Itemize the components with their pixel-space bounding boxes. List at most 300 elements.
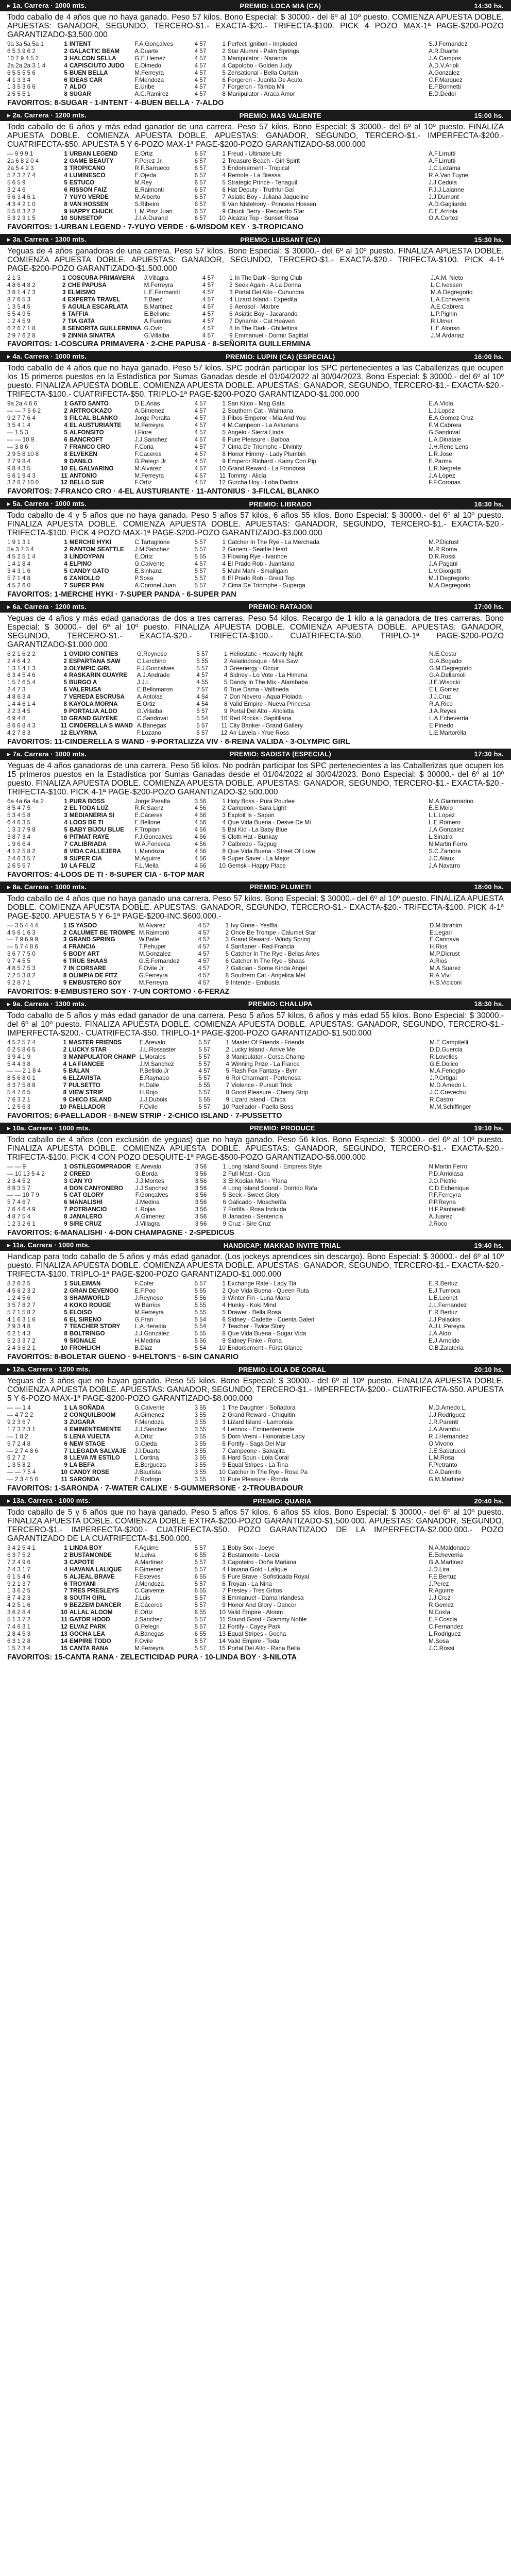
horse-name: ZINNIA SINATRA — [67, 332, 115, 339]
table-row — [0, 325, 511, 332]
trainer-name: J.A.Lopez — [429, 472, 455, 479]
post-position: 12 — [219, 1623, 226, 1630]
recent-form: 2 4 3 6 2 1 — [7, 1345, 36, 1352]
entries-table — [0, 1545, 511, 1652]
pedigree: Southern Cat - Waimana — [227, 408, 294, 415]
age-weight: 6 57 — [194, 200, 207, 208]
age-weight: 3 56 — [195, 1192, 207, 1199]
saddle-number: 5 — [64, 1309, 67, 1316]
race-prize: PREMIO: LOCA MIA (CA) — [240, 2, 321, 10]
jockey-name: M.Alberto — [134, 193, 161, 200]
age-weight: 5 54 — [196, 715, 208, 722]
horse-name: EXPERTA TRAVEL — [67, 296, 121, 303]
trainer-name: R.Aguirre — [429, 1587, 454, 1595]
jockey-name: M.Ferreyra — [134, 1645, 164, 1652]
table-row — [0, 1631, 511, 1638]
horse-name: GALACTIC BEAM — [69, 47, 120, 55]
horse-name: EMPIRE TODO — [69, 1637, 111, 1645]
recent-form: 1 3 1 4 1 3 — [7, 665, 36, 672]
pedigree: Portal Del Alto - Rana Bella — [227, 1645, 300, 1652]
table-row — [0, 408, 511, 415]
age-weight: 6 57 — [194, 150, 207, 158]
age-weight: 5 57 — [194, 567, 207, 574]
table-row — [0, 1287, 511, 1295]
jockey-name: J.Luis — [134, 1595, 150, 1602]
favorites-line: FAVORITOS: 1-MERCHE HYKI · 7-SUPER PANDA · 6-SUPER PAN — [7, 590, 236, 599]
post-position: 1 — [222, 539, 226, 546]
saddle-number: 1 — [63, 922, 67, 929]
pedigree: Sanflaner - Red Francia — [231, 943, 295, 951]
post-position: 9 — [223, 1221, 226, 1228]
saddle-number: 3 — [63, 1053, 67, 1060]
trainer-name: N.Martin Ferro — [429, 841, 467, 848]
pedigree: Catcher In The Rye - Shaas — [231, 958, 305, 965]
recent-form: 5 6 5 9 — [7, 179, 26, 186]
age-weight: 5 57 — [198, 1039, 211, 1046]
trainer-name: E.R.Bertuz — [429, 1309, 458, 1316]
table-row — [0, 48, 511, 55]
table-row — [0, 472, 511, 480]
race-header — [0, 998, 511, 1010]
age-weight: 6 57 — [194, 215, 207, 222]
race-block — [0, 498, 511, 601]
post-position: 10 — [223, 1103, 229, 1110]
post-position: 6 — [222, 76, 226, 83]
pedigree: Strategic Prince - Tenaguil — [227, 179, 298, 186]
pedigree: Que Vida Buena - Sugar Vida — [227, 1330, 306, 1337]
saddle-number: 11 — [60, 722, 67, 729]
saddle-number: 7 — [64, 1206, 67, 1213]
horse-name: TEACHER STORY — [69, 1323, 121, 1330]
saddle-number: 7 — [63, 1082, 67, 1089]
trainer-name: A.J.L.Pereyra — [429, 1323, 465, 1330]
race-header — [0, 351, 511, 362]
recent-form: — 5 7 4 8 6 — [7, 943, 38, 951]
table-row — [0, 1323, 511, 1330]
recent-form: — 1 5 3 — [7, 429, 28, 436]
saddle-number: 6 — [62, 310, 66, 317]
jockey-name: M.Rey — [134, 179, 152, 186]
horse-name: GOCHA LEA — [69, 1630, 105, 1637]
jockey-name: R.R.Saenz — [134, 805, 164, 812]
age-weight: 6 55 — [194, 1630, 207, 1637]
saddle-number: 6 — [64, 834, 67, 841]
jockey-name: G.Ojeda — [134, 1440, 157, 1447]
race-prize: PREMIO: MAS VALIENTE — [239, 111, 321, 120]
horse-name: CHE PAPUSA — [67, 282, 107, 289]
age-weight: 3 56 — [195, 1177, 207, 1184]
race-conditions: Todo caballo de 5 años y más edad ganador de una carrera. Peso 5 años 57 kilos, 6 años y más edad 55 kilos. Bono Especial: $ 30000.- del 6º al 10º puesto. FINALIZA APUESTA DOBLE. COMIENZA APUESTA DOBLE. APUESTAS: GANADOR, SEGUNDO, TERCERO-$1.- IMPERFECTA-$200.- CUATRIFECTA-$50. TRIPLO-1ª PAGE-$200-POZO GARANTIZADO-$1.500.000 — [7, 1011, 504, 1038]
race-prize: PREMIO: PRODUCE — [249, 1124, 315, 1132]
table-row — [0, 275, 511, 282]
age-weight: 3 55 — [194, 1418, 207, 1426]
horse-name: OLYMPIC GIRL — [69, 665, 112, 672]
race-conditions: Yeguas de 4 años y más edad ganadoras de dos a tres carreras. Peso 54 kilos. Recargo de 1 kilo a la ganadora de tres carreras. Bono Especial: $ 30000.- del 6º al 10º puesto. FINALIZA APUESTA DOBLE. COMIENZA APUESTA DOBLE. APUESTAS: GANADOR, SEGUNDO, TERCERO-$1.- EXACTA-$20.- TRIFECTA-$100.- CUATRIFECTA-$50. TRIPLO-1ª PAGE-$200-POZO GARANTIZADO-$1.000.000 — [7, 614, 504, 649]
horse-name: VEREDA ESCRUSA — [69, 693, 125, 701]
favorites-line: FAVORITOS: 1-SARONDA · 7-WATER CALIXE · 5-GUMMERSONE · 2-TROUBADOUR — [7, 1484, 303, 1493]
age-weight: 4 57 — [202, 289, 214, 296]
table-row — [0, 979, 511, 987]
horse-name: CANDY GATO — [69, 567, 109, 574]
post-position: 5 — [229, 303, 233, 310]
pedigree: Ganem - Seattle Heart — [227, 546, 287, 553]
race-number: ▸ 12a. Carrera · 1200 mts. — [7, 1365, 91, 1374]
race-time: 18:00 hs. — [474, 883, 504, 891]
jockey-name: E.Ortiz — [134, 1609, 153, 1616]
saddle-number: 9 — [64, 855, 67, 862]
post-position: 4 — [222, 819, 226, 826]
trainer-name: E.E.Melo — [429, 805, 453, 812]
recent-form: 5a 3 7 3 4 — [7, 546, 34, 553]
jockey-name: J.J.Montes — [135, 1177, 164, 1184]
table-row — [0, 1581, 511, 1588]
pedigree: Once Be Trompe - Calumet Star — [231, 929, 316, 936]
horse-name: RASKARIN GUAYRE — [69, 672, 127, 679]
recent-form: 2 4 3 1 7 — [7, 1566, 31, 1573]
post-position: 13 — [219, 1630, 226, 1637]
table-row — [0, 1089, 511, 1096]
jockey-name: L.Cortina — [134, 1454, 159, 1462]
jockey-name: J.M.Sanchez — [139, 1060, 174, 1067]
age-weight: 3 55 — [194, 1454, 207, 1462]
horse-name: HAPPY CHUCK — [69, 208, 113, 215]
trainer-name: L.Rodriguez — [429, 1630, 461, 1637]
table-row — [0, 848, 511, 855]
horse-name: URBAN LEGEND — [69, 150, 118, 158]
recent-form: — — 2 1 8 4 — [7, 1067, 41, 1075]
saddle-number: 2 — [63, 1046, 67, 1053]
trainer-name: R.Ulmer — [431, 317, 453, 325]
saddle-number: 2 — [64, 805, 67, 812]
pedigree: Seek - Sweet Glory — [228, 1192, 280, 1199]
race-number: ▸ 3a. Carrera · 1300 mts. — [7, 235, 87, 244]
post-position: 2 — [225, 929, 229, 936]
saddle-number: 6 — [64, 186, 67, 193]
horse-name: GRAN DEVENGO — [69, 1287, 119, 1294]
horse-name: FILCAL BLANKO — [69, 415, 118, 422]
jockey-name: H.Medina — [134, 1337, 161, 1345]
age-weight: 4 57 — [202, 310, 214, 317]
jockey-name: J.Sanchez — [134, 1616, 163, 1623]
trainer-name: P.F.Ferreyra — [429, 1192, 461, 1199]
saddle-number: 3 — [64, 1294, 67, 1301]
horse-name: CALIBRIADA — [69, 841, 107, 848]
post-position: 4 — [222, 1566, 226, 1573]
horse-name: KOKO ROUGE — [69, 1301, 111, 1309]
age-weight: 6 57 — [194, 208, 207, 215]
trainer-name: J.A.M. Nieto — [431, 275, 464, 282]
horse-name: DANILO — [69, 457, 93, 465]
jockey-name: A.J.Andrade — [137, 672, 170, 679]
table-row — [0, 1104, 511, 1111]
pedigree: Perfect Ignition - Imploded — [227, 41, 298, 47]
saddle-number: 6 — [63, 686, 67, 693]
post-position: 8 — [222, 450, 226, 457]
saddle-number: 6 — [64, 1199, 67, 1206]
entries-table — [0, 1404, 511, 1483]
jockey-name: E.Arevalo — [135, 1163, 162, 1170]
age-weight: 4 57 — [202, 325, 214, 332]
saddle-number: 1 — [62, 275, 66, 282]
pedigree: Asiatic Boy - Jacarando — [234, 310, 298, 317]
age-weight: 4 57 — [198, 929, 210, 936]
trainer-name: J.L.Fernandez — [429, 1301, 467, 1309]
age-weight: 4 57 — [194, 479, 207, 486]
horse-name: EL SIRENO — [69, 1316, 102, 1323]
pedigree: Angelo - Sierra Linda — [227, 429, 284, 436]
recent-form: — 10 13 5 4 2 — [7, 1170, 45, 1177]
trainer-name: A.F.Lirrutti — [429, 150, 456, 158]
trainer-name: R.A.Vivi — [429, 972, 451, 979]
trainer-name: G.E.Dolico — [430, 1060, 458, 1067]
jockey-name: E.Ortiz — [134, 150, 153, 158]
recent-form: — — 9 — [7, 1163, 26, 1170]
saddle-number: 15 — [60, 1645, 67, 1652]
recent-form: 4 5 2 6 0 — [7, 582, 31, 589]
recent-form: 4 2 7 8 3 — [7, 729, 31, 736]
pedigree: Lennox - Eminentemente — [227, 1426, 295, 1433]
saddle-number: 9 — [64, 1462, 67, 1469]
recent-form: 9 2 1 3 7 — [7, 1580, 31, 1587]
jockey-name: J.J.Sanchez — [134, 436, 167, 443]
trainer-name: L.J.Lopez — [429, 408, 455, 415]
trainer-name: J.J.Cruz — [429, 1595, 451, 1602]
table-row — [0, 422, 511, 429]
age-weight: 3 56 — [195, 1221, 207, 1228]
age-weight: 4 56 — [194, 848, 207, 855]
saddle-number: 10 — [60, 215, 67, 222]
jockey-name: L.E.Fermandi — [144, 289, 180, 296]
age-weight: 4 57 — [194, 91, 207, 98]
horse-name: EL AUSTURIANTE — [69, 422, 122, 429]
saddle-number: 11 — [61, 1616, 67, 1623]
jockey-name: G.Calvente — [134, 561, 165, 568]
table-row — [0, 812, 511, 819]
age-weight: 5 57 — [196, 650, 208, 657]
saddle-number: 3 — [64, 1418, 67, 1426]
race-header — [0, 498, 511, 510]
post-position: 1 — [222, 400, 226, 408]
age-weight: 5 57 — [194, 1545, 207, 1552]
table-row — [0, 1096, 511, 1104]
race-time: 19:40 hs. — [474, 1241, 504, 1249]
table-row — [0, 568, 511, 575]
age-weight: 4 57 — [198, 979, 210, 986]
race-header — [0, 882, 511, 893]
post-position: 2 — [222, 1551, 226, 1558]
age-weight: 4 56 — [194, 841, 207, 848]
pedigree: Ivy Gone - Yesffia — [231, 922, 278, 929]
entries-table — [0, 1163, 511, 1228]
horse-name: ELVYRNA — [69, 729, 97, 736]
recent-form: 8 2 6 2 5 — [7, 1280, 31, 1287]
table-row — [0, 1440, 511, 1448]
post-position: 8 — [222, 848, 226, 855]
trainer-name: O.A.Cortez — [429, 215, 458, 222]
horse-name: ESPARTANA SAW — [69, 657, 121, 665]
race-conditions: Yeguas de 4 años ganadoras de una carrera. Peso 56 kilos. No podrán participar los SPC pertenecientes a las Caballerizas que ocupen los 15 primeros puestos en la Estadística por Sumas Ganadas desde el 01/04/2022 al 30/04/2023. Bono Especial: $ 30000.- del 6º al 10º puesto. FINALIZA APUESTA DOBLE. COMIENZA APUESTA DOBLE. APUESTAS: GANADOR, SEGUNDO, TERCERO-$1.- EXACTA-$20.- TRIFECTA-$100. PICK 4-1ª PAGE-$200-POZO GARANTIZADO-$2.500.000 — [7, 761, 504, 796]
race-conditions: Todo caballo de 6 años y más edad ganador de una carrera. Peso 57 kilos. Bono Especial: $ 30000.- del 6º al 10º puesto. FINALIZA APUESTA DOBLE. COMIENZA APUESTA DOBLE. APUESTAS: GANADOR, SEGUNDO, TERCERO-$1.- IMPERFECTA-$200.- CUATRIFECTA-$50. APUESTA 5 Y 6-POZO MAX-1ª PAGE-$200-POZO GARANTIZADO-$8.000.000 — [7, 123, 504, 149]
recent-form: 5 2 3 3 7 2 — [7, 1337, 36, 1345]
trainer-name: J.Roco — [429, 1221, 448, 1228]
table-row — [0, 41, 511, 48]
race-time: 17:00 hs. — [474, 603, 504, 611]
post-position: 1 — [222, 1545, 226, 1552]
recent-form: 5 7 1 4 8 — [7, 574, 31, 582]
trainer-name: J.C.Lezama — [429, 165, 461, 172]
age-weight: 4 57 — [202, 275, 214, 282]
trainer-name: J.J.Dumont — [429, 193, 459, 200]
pedigree: Asiatic Boy - Juliana Jaqueline — [227, 193, 309, 200]
post-position: 3 — [222, 1558, 226, 1566]
post-position: 1 — [222, 1404, 226, 1412]
post-position: 9 — [222, 457, 226, 465]
recent-form: 4 5 2 5 1 4 — [7, 553, 36, 561]
post-position: 7 — [222, 1587, 226, 1595]
post-position: 12 — [220, 729, 228, 736]
post-position: 1 — [222, 1280, 226, 1287]
table-row — [0, 922, 511, 929]
table-row — [0, 165, 511, 172]
table-row — [0, 1185, 511, 1192]
race-prize: PREMIO: PLUMETI — [249, 883, 311, 891]
trainer-name: M.Sosa — [429, 1637, 449, 1645]
favorites-line: FAVORITOS: 11-CINDERELLA S WAND · 9-PORTALIZZA VIV · 8-REINA VALIDA · 3-OLYMPIC GIRL — [7, 737, 350, 746]
pedigree: Capolobo - Golden Judy — [227, 62, 292, 69]
entries-table — [0, 400, 511, 486]
pedigree: Heliostatic - Heavenly Night — [229, 650, 303, 657]
saddle-number: 5 — [64, 179, 67, 186]
age-weight: 5 57 — [194, 1602, 207, 1609]
pedigree: Equal Stripes - Gocha — [227, 1630, 286, 1637]
age-weight: 6 55 — [194, 1573, 207, 1580]
trainer-name: C.B.Zalateria — [429, 1345, 464, 1352]
horse-name: TIA GATA — [67, 317, 95, 325]
table-row — [0, 332, 511, 340]
saddle-number: 3 — [64, 1558, 67, 1566]
pedigree: The Daughter - Soñadora — [227, 1404, 296, 1412]
recent-form: 1 5 7 6 5 4 — [7, 679, 36, 686]
jockey-name: C.Sandoval — [137, 715, 168, 722]
pedigree: Campeon - Sara Light — [227, 805, 286, 812]
table-row — [0, 1213, 511, 1221]
recent-form: 1 4 1 8 4 — [7, 561, 31, 568]
race-block — [0, 749, 511, 882]
horse-name: FROHLICH — [69, 1345, 100, 1352]
age-weight: 5 55 — [194, 1330, 207, 1337]
race-header — [0, 1495, 511, 1506]
age-weight: 4 57 — [194, 429, 207, 436]
age-weight: 4 56 — [194, 805, 207, 812]
jockey-name: M.Ferreyra — [134, 69, 164, 76]
age-weight: 6 57 — [194, 165, 207, 172]
age-weight: 5 57 — [194, 1595, 207, 1602]
age-weight: 5 57 — [196, 665, 208, 672]
age-weight: 3 55 — [194, 1440, 207, 1447]
trainer-name: J.C.Crevechu — [430, 1089, 466, 1096]
trainer-name: D.R.Rossi — [429, 553, 456, 561]
post-position: 4 — [223, 1184, 226, 1192]
pedigree: Air Lavela - Yrue Ross — [229, 729, 289, 736]
saddle-number: 6 — [64, 1316, 67, 1323]
saddle-number: 4 — [64, 422, 67, 429]
trainer-name: G.A.Bogado — [429, 657, 462, 665]
recent-form: 9 2 3 6 7 — [7, 1418, 31, 1426]
saddle-number: 3 — [64, 415, 67, 422]
saddle-number: 3 — [64, 55, 67, 62]
pedigree: Grand Reward - Chiquitin — [227, 1411, 295, 1418]
post-position: 5 — [226, 1067, 229, 1075]
age-weight: 4 57 — [202, 303, 214, 310]
race-block — [0, 601, 511, 749]
horse-name: TRUE SHAAS — [69, 958, 108, 965]
saddle-number: 1 — [64, 150, 67, 158]
age-weight: 5 57 — [194, 1616, 207, 1623]
age-weight: 5 55 — [194, 1287, 207, 1294]
table-row — [0, 55, 511, 62]
pedigree: Hat Deputy - Truthful Gal — [227, 186, 294, 193]
post-position: 2 — [229, 282, 233, 289]
pedigree: True Dama - Valfineda — [229, 686, 289, 693]
race-time: 20:10 hs. — [474, 1365, 504, 1374]
age-weight: 4 57 — [194, 443, 207, 450]
horse-name: ANTONIO — [69, 472, 97, 479]
recent-form: 5 3 4 5 8 — [7, 812, 31, 819]
age-weight: 4 57 — [196, 672, 208, 679]
horse-name: MANALISHI — [69, 1199, 103, 1206]
post-position: 10 — [219, 465, 226, 472]
age-weight: 4 57 — [194, 47, 207, 55]
pedigree: Grand Reward - La Frondosa — [227, 465, 305, 472]
horse-name: SUPER PAN — [69, 582, 104, 589]
saddle-number: 5 — [62, 303, 66, 310]
post-position: 3 — [224, 665, 228, 672]
trainer-name: E.J.Tumoca — [429, 1287, 461, 1294]
trainer-name: L.A.Echeverria — [431, 296, 470, 303]
jockey-name: E.Bellone — [134, 819, 161, 826]
post-position: 6 — [222, 1440, 226, 1447]
jockey-name: D.E.Arias — [134, 400, 160, 408]
recent-form: 9a 2a 4 6 6 — [7, 400, 38, 408]
post-position: 7 — [226, 1082, 229, 1089]
jockey-name: J.Villagra — [135, 1221, 160, 1228]
post-position: 5 — [222, 179, 226, 186]
trainer-name: M.A.Giammarino — [429, 798, 474, 805]
horse-name: MERCHE HYKI — [69, 539, 111, 546]
jockey-name: A.Gimenez — [135, 1213, 165, 1221]
pedigree: Forgeron - Tamba Mii — [227, 83, 284, 91]
trainer-name: E.A.Viola — [429, 400, 453, 408]
saddle-number: 1 — [64, 798, 67, 805]
recent-form: — — 10 7 9 — [7, 1192, 39, 1199]
trainer-name: J.A.Aldo — [429, 1330, 451, 1337]
recent-form: 1 2 5 6 3 — [7, 1103, 31, 1110]
race-block — [0, 1364, 511, 1495]
recent-form: — — 7 5 4 — [7, 1469, 36, 1476]
age-weight: 5 57 — [194, 1637, 207, 1645]
jockey-name: F.Ortiz — [134, 479, 152, 486]
jockey-name: F.Esteves — [134, 1573, 161, 1580]
post-position: 11 — [219, 1616, 226, 1623]
table-row — [0, 841, 511, 848]
saddle-number: 5 — [64, 567, 67, 574]
trainer-name: L.M.Rosa — [429, 1454, 454, 1462]
jockey-name: M.Ferreyra — [134, 422, 164, 429]
jockey-name: Jorge Peralta — [134, 415, 171, 422]
recent-form: 1 9 6 6 4 — [7, 841, 31, 848]
recent-form: 3 6 2 8 4 — [7, 1609, 31, 1616]
jockey-name: C.Lerchino — [137, 657, 166, 665]
